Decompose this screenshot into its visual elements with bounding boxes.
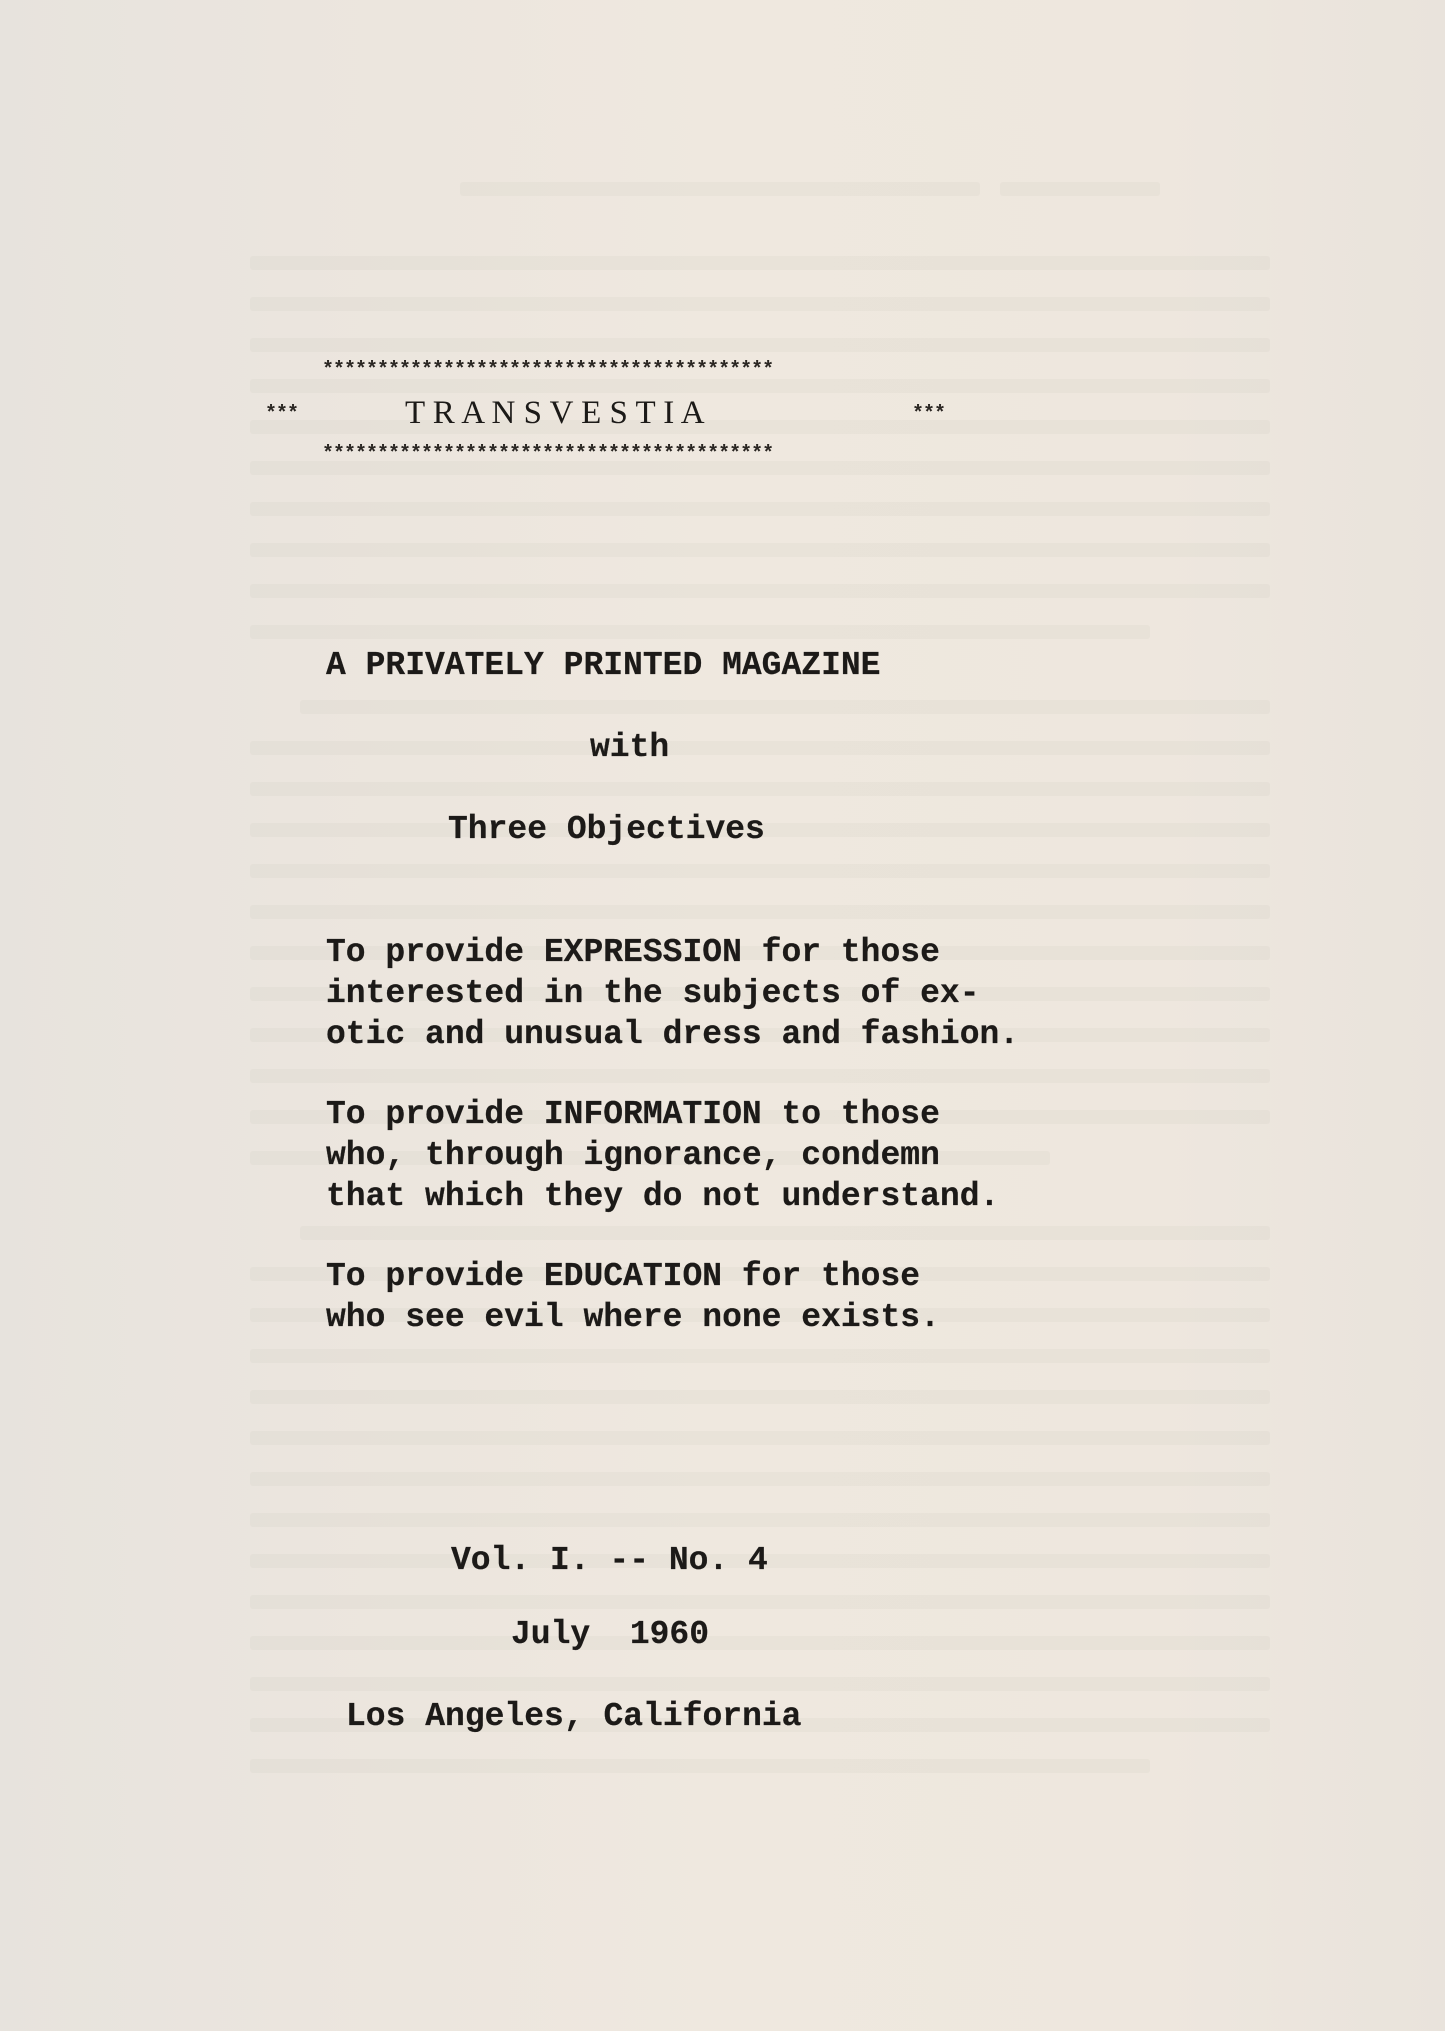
issue-volume-number: Vol. I. -- No. 4 — [451, 1542, 768, 1579]
objective-line: To provide EDUCATION for those — [326, 1258, 921, 1295]
objective-line: To provide EXPRESSION for those — [326, 934, 940, 971]
objective-line: otic and unusual dress and fashion. — [326, 1016, 1020, 1053]
objective-line: who see evil where none exists. — [326, 1299, 940, 1336]
issue-date: July 1960 — [511, 1616, 710, 1653]
objective-line: that which they do not understand. — [326, 1178, 1000, 1215]
issue-location: Los Angeles, California — [346, 1698, 802, 1735]
subtitle-three-objectives: Three Objectives — [448, 811, 765, 848]
ornament-top: ***************************************** — [322, 360, 774, 382]
ornament-bottom: ***************************************** — [322, 444, 774, 466]
ornament-right: *** — [912, 403, 946, 426]
magazine-title: T R A N S V E S T I A — [405, 395, 705, 431]
subtitle-privately-printed: A PRIVATELY PRINTED MAGAZINE — [326, 647, 881, 684]
objective-line: To provide INFORMATION to those — [326, 1096, 940, 1133]
objective-line: who, through ignorance, condemn — [326, 1137, 940, 1174]
ornament-left: *** — [265, 403, 299, 426]
subtitle-with: with — [590, 729, 670, 766]
objective-line: interested in the subjects of ex- — [326, 975, 980, 1012]
